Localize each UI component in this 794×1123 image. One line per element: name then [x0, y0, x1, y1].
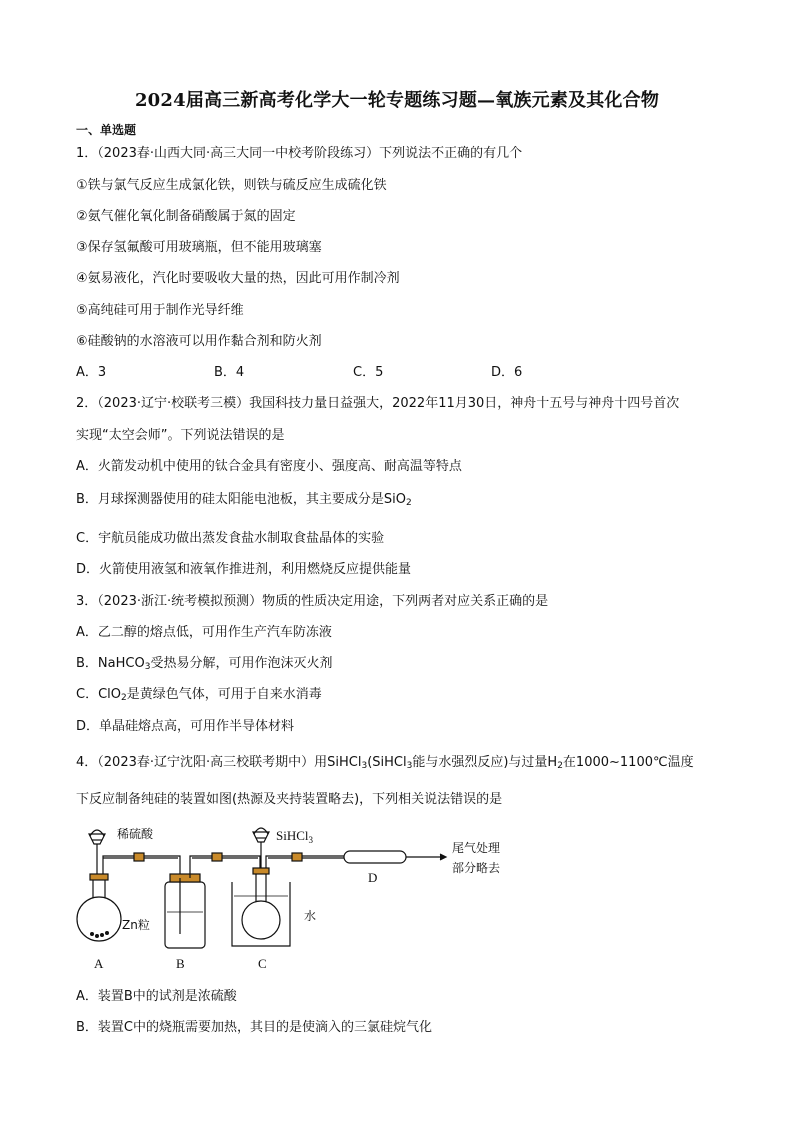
q2-stem-line-2: 实现“太空会师”。下列说法错误的是: [76, 428, 285, 443]
label-exhaust-1: 尾气处理: [452, 841, 501, 855]
q3-option-c-subscript: 2: [121, 693, 127, 703]
stopper-b: [170, 874, 200, 882]
zinc-granules: [90, 931, 109, 938]
q2-option-c[interactable]: C．宇航员能成功做出蒸发食盐水制取食盐晶体的实验: [76, 531, 385, 546]
q1-item-6: ⑥硅酸钠的水溶液可以用作黏合剂和防火剂: [76, 334, 322, 349]
label-dilute-sulfuric-acid: 稀硫酸: [117, 827, 154, 841]
flask-a: [77, 897, 121, 941]
q3-option-c-pre: C．ClO: [76, 687, 121, 702]
q4-stem-part-b: (SiHCl: [367, 755, 407, 770]
q4-stem-part-c: 能与水强烈反应)与过量H: [412, 755, 558, 770]
q3-option-a[interactable]: A．乙二醇的熔点低，可用作生产汽车防冻液: [76, 625, 332, 640]
stopper-a: [90, 874, 108, 880]
q1-option-b[interactable]: B．4: [214, 365, 245, 380]
q3-option-c[interactable]: [76, 686, 322, 704]
q1-item-3: ③保存氢氟酸可用玻璃瓶，但不能用玻璃塞: [76, 240, 322, 255]
q4-stem-sub-1: 3: [361, 761, 368, 771]
q1-item-4: ④氨易液化，汽化时要吸收大量的热，因此可用作制冷剂: [76, 271, 400, 286]
label-zinc: Zn粒: [122, 918, 150, 932]
q1-option-c[interactable]: C．5: [353, 365, 384, 380]
q1-item-5: ⑤高纯硅可用于制作光导纤维: [76, 303, 244, 318]
funnel-c: [253, 832, 269, 842]
section-heading: 一、单选题: [76, 123, 137, 137]
q3-stem: 3．（2023·浙江·统考模拟预测）物质的性质决定用途，下列两者对应关系正确的是: [76, 594, 549, 609]
q4-stem-part-a: 4．（2023春·辽宁沈阳·高三校联考期中）用SiHCl: [76, 755, 362, 770]
q2-option-b-subscript: 2: [406, 498, 412, 508]
label-sihcl3: SiHCl$_3$: [276, 828, 314, 845]
q1-item-2: ②氨气催化氧化制备硝酸属于氮的固定: [76, 209, 296, 224]
q3-option-b-pre: B．NaHCO: [76, 656, 145, 671]
flask-c: [242, 901, 280, 939]
bottle-b: [165, 882, 205, 948]
q2-option-b[interactable]: [76, 491, 412, 509]
tube-d: [344, 851, 406, 863]
q2-option-b-text: B．月球探测器使用的硅太阳能电池板，其主要成分是SiO: [76, 492, 407, 507]
label-exhaust-2: 部分略去: [452, 861, 501, 875]
label-a: A: [94, 956, 104, 971]
label-b: B: [176, 956, 185, 971]
q4-option-a[interactable]: A．装置B中的试剂是浓硫酸: [76, 989, 237, 1004]
q4-stem-line-2: 下反应制备纯硅的装置如图(热源及夹持装置略去)，下列相关说法错误的是: [76, 792, 503, 807]
label-water: 水: [304, 909, 317, 923]
q2-option-a[interactable]: A．火箭发动机中使用的钛合金具有密度小、强度高、耐高温等特点: [76, 459, 462, 474]
label-d: D: [368, 870, 378, 885]
apparatus-diagram: [72, 816, 532, 976]
q4-option-b[interactable]: B．装置C中的烧瓶需要加热，其目的是使滴入的三氯硅烷气化: [76, 1020, 432, 1035]
q3-option-c-post: 是黄绿色气体，可用于自来水消毒: [126, 687, 322, 702]
q2-stem-line-1: 2．（2023·辽宁·校联考三模）我国科技力量日益强大，2022年11月30日，神舟十五号与神舟十四号首次: [76, 396, 680, 411]
q1-item-1: ①铁与氯气反应生成氯化铁，则铁与硫反应生成硫化铁: [76, 178, 387, 193]
q4-stem-sub-2: 3: [406, 761, 413, 771]
q1-option-d[interactable]: D．6: [491, 365, 523, 380]
q1-option-a[interactable]: A．3: [76, 365, 107, 380]
q2-option-d[interactable]: D．火箭使用液氢和液氧作推进剂，利用燃烧反应提供能量: [76, 562, 412, 577]
q3-option-b-post: 受热易分解，可用作泡沫灭火剂: [150, 656, 333, 671]
q3-option-b[interactable]: [76, 655, 332, 673]
q3-option-d[interactable]: D．单晶硅熔点高，可用作半导体材料: [76, 719, 295, 734]
stopper-c: [253, 868, 269, 874]
funnel-a: [89, 834, 105, 844]
beaker-c: [232, 882, 290, 946]
q1-stem: 1．（2023春·山西大同·高三大同一中校考阶段练习）下列说法不正确的有几个: [76, 146, 523, 161]
label-c: C: [258, 956, 267, 971]
q4-stem-line-1: [76, 754, 694, 772]
q4-stem-sub-3: 2: [557, 761, 563, 771]
q3-option-b-subscript: 3: [144, 662, 151, 672]
document-title: 2024届高三新高考化学大一轮专题练习题—氧族元素及其化合物: [134, 90, 660, 111]
q4-stem-part-d: 在1000~1100℃温度: [562, 755, 694, 770]
